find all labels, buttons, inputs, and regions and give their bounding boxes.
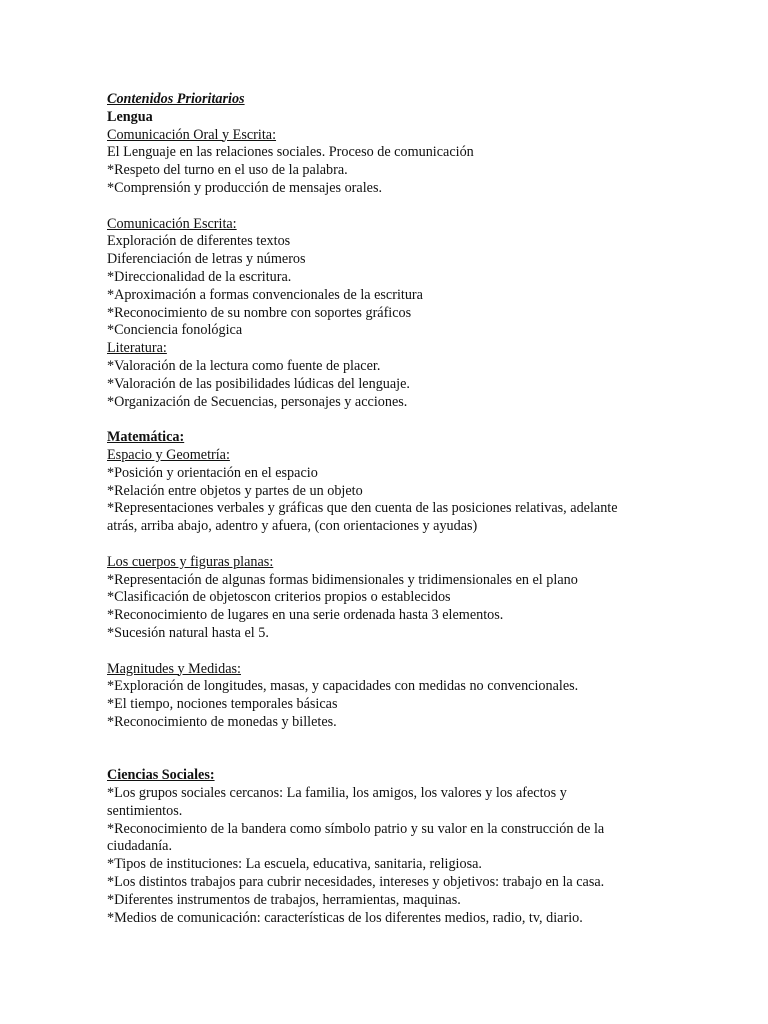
list-item: sentimientos. — [107, 802, 183, 819]
list-item: *Posición y orientación en el espacio — [107, 464, 318, 481]
subheading-comunicacion-escrita: Comunicación Escrita: — [107, 215, 237, 232]
list-item: *Reconocimiento de la bandera como símbolo patrio y su valor en la construcción de la — [107, 820, 605, 837]
document-title: Contenidos Prioritarios — [107, 91, 245, 107]
list-item: *Los grupos sociales cercanos: La familia, los amigos, los valores y los afectos y — [107, 785, 567, 802]
list-item: Diferenciación de letras y números — [107, 251, 306, 268]
list-item: *Tipos de instituciones: La escuela, educativa, sanitaria, religiosa. — [107, 856, 482, 873]
subheading-literatura: Literatura: — [107, 340, 167, 357]
blank-line — [107, 732, 667, 768]
list-item: *Representaciones verbales y gráficas que den cuenta de las posiciones relativas, adelante — [107, 500, 618, 517]
list-item: atrás, arriba abajo, adentro y afuera, (con orientaciones y ayudas) — [107, 518, 478, 535]
list-item: *Clasificación de objetoscon criterios propios o establecidos — [107, 589, 451, 606]
list-item: *Representación de algunas formas bidimensionales y tridimensionales en el plano — [107, 571, 578, 588]
list-item: *Reconocimiento de su nombre con soportes gráficos — [107, 304, 412, 321]
blank-line — [107, 411, 667, 429]
list-item: *Reconocimiento de monedas y billetes. — [107, 713, 337, 730]
subheading-cuerpos-figuras: Los cuerpos y figuras planas: — [107, 553, 274, 570]
list-item: ciudadanía. — [107, 838, 172, 855]
list-item: *Direccionalidad de la escritura. — [107, 268, 292, 285]
list-item: El Lenguaje en las relaciones sociales. Proceso de comunicación — [107, 144, 474, 161]
list-item: *Reconocimiento de lugares en una serie ordenada hasta 3 elementos. — [107, 607, 504, 624]
list-item: *Respeto del turno en el uso de la palabra. — [107, 162, 348, 179]
list-item: *Conciencia fonológica — [107, 322, 243, 339]
list-item: *Aproximación a formas convencionales de la escritura — [107, 286, 423, 303]
section-heading-lengua: Lengua — [107, 108, 153, 125]
list-item: *Relación entre objetos y partes de un objeto — [107, 482, 363, 499]
list-item: *Organización de Secuencias, personajes y acciones. — [107, 393, 408, 410]
document-page — [107, 91, 667, 927]
list-item: *Valoración de las posibilidades lúdicas del lenguaje. — [107, 375, 410, 392]
list-item: *Medios de comunicación: características de los diferentes medios, radio, tv, diario. — [107, 909, 583, 926]
list-item: *El tiempo, nociones temporales básicas — [107, 696, 338, 713]
blank-line — [107, 198, 667, 216]
subheading-espacio-geometria: Espacio y Geometría: — [107, 446, 230, 463]
subheading-magnitudes-medidas: Magnitudes y Medidas: — [107, 660, 241, 677]
blank-line — [107, 643, 667, 661]
section-heading-matematica: Matemática: — [107, 429, 185, 446]
list-item: *Comprensión y producción de mensajes orales. — [107, 179, 383, 196]
blank-line — [107, 536, 667, 554]
subheading-comunicacion-oral: Comunicación Oral y Escrita: — [107, 126, 277, 143]
list-item: *Los distintos trabajos para cubrir necesidades, intereses y objetivos: trabajo en la casa. — [107, 874, 605, 891]
list-item: *Valoración de la lectura como fuente de placer. — [107, 357, 381, 374]
section-heading-ciencias-sociales: Ciencias Sociales: — [107, 767, 215, 784]
list-item: *Diferentes instrumentos de trabajos, herramientas, maquinas. — [107, 891, 461, 908]
list-item: *Sucesión natural hasta el 5. — [107, 624, 269, 641]
list-item: *Exploración de longitudes, masas, y capacidades con medidas no convencionales. — [107, 678, 579, 695]
list-item: Exploración de diferentes textos — [107, 233, 291, 250]
